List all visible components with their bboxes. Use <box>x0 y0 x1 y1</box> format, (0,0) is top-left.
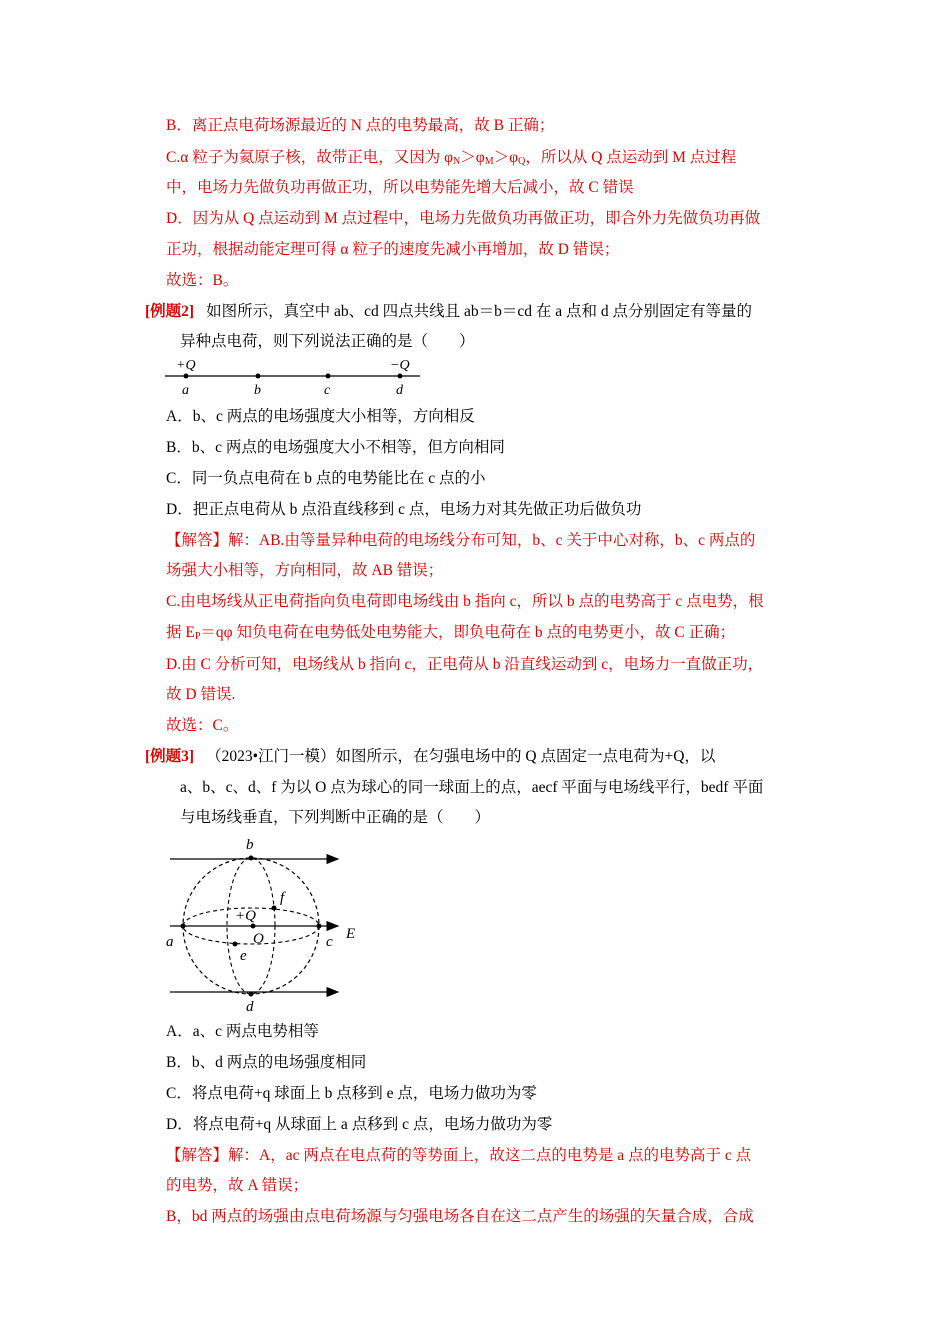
point-a-dot <box>181 924 186 929</box>
question-line: a、b、c、d、f 为以 O 点为球心的同一球面上的点，aecf 平面与电场线平行，bedf 平面 <box>180 779 764 796</box>
answer-text: ＞φ <box>460 149 485 166</box>
solution-line: C.由电场线从正电荷指向负电荷即电场线由 b 指向 c，所以 b 点的电势高于 c 点电势，根 <box>166 593 764 610</box>
example-tag: [例题2] <box>145 303 195 320</box>
point-b-dot <box>256 374 261 379</box>
plus-q-label: +Q <box>176 358 196 373</box>
option-b: B．b、c 两点的电场强度大小不相等，但方向相同 <box>166 439 505 456</box>
option-a: A．a、c 两点电势相等 <box>166 1023 319 1040</box>
point-c-dot <box>326 374 331 379</box>
answer-choice: 故选：C。 <box>166 717 239 734</box>
point-c-label: c <box>326 934 333 950</box>
sphere-field-diagram <box>160 830 370 1015</box>
point-e-label: e <box>240 948 247 964</box>
option-d: D．把正点电荷从 b 点沿直线移到 c 点，电场力对其先做正功后做负功 <box>166 501 642 518</box>
solution-line: D.由 C 分析可知，电场线从 b 指向 c，正电荷从 b 沿直线运动到 c，电场力一直做正功， <box>166 656 764 673</box>
answer-line: D．因为从 Q 点运动到 M 点过程中，电场力先做负功再做正功，即合外力先做负功再做 <box>166 210 761 227</box>
minus-q-label: −Q <box>390 358 410 373</box>
subscript: M <box>484 156 494 167</box>
question-line: 与电场线垂直，下列判断中正确的是（ ） <box>180 809 491 826</box>
answer-text: ＞φ <box>493 149 519 166</box>
field-e-label: E <box>346 926 356 942</box>
solution-line: 故 D 错误. <box>166 686 236 703</box>
point-b-label: b <box>246 837 254 853</box>
point-d-label: d <box>246 999 254 1015</box>
point-c-label: c <box>324 383 331 398</box>
solution-line: 【解答】解：A，ac 两点在电点荷的等势面上，故这二点的电势是 a 点的电势高于 c 点 <box>166 1147 752 1164</box>
solution-text: 据 E <box>166 624 195 641</box>
point-o-dot <box>251 924 256 929</box>
example-3-question <box>145 747 715 767</box>
example-tag: [例题3] <box>145 748 195 765</box>
point-d-dot <box>398 374 403 379</box>
point-e-dot <box>233 942 238 947</box>
question-text: （2023•江门一模）如图所示，在匀强电场中的 Q 点固定一点电荷为+Q，以 <box>206 748 716 765</box>
answer-text: C.α 粒子为氦原子核，故带正电，又因为 φ <box>166 149 454 166</box>
point-d-dot <box>249 992 254 997</box>
subscript: P <box>194 631 201 642</box>
option-d: D．将点电荷+q 从球面上 a 点移到 c 点，电场力做功为零 <box>166 1116 553 1133</box>
subscript: N <box>453 156 461 167</box>
point-a-label: a <box>166 934 174 950</box>
option-a: A．b、c 两点的电场强度大小相等，方向相反 <box>166 408 475 425</box>
solution-line: 【解答】解：AB.由等量异种电荷的电场线分布可知，b、c 关于中心对称，b、c 两点的 <box>166 532 756 549</box>
question-text: 如图所示，真空中 ab、cd 四点共线且 ab＝b＝cd 在 a 点和 d 点分别固定有等量的 <box>206 303 752 320</box>
collinear-charges-diagram <box>160 355 430 400</box>
answer-line: 中，电场力先做负功再做正功，所以电势能先增大后减小，故 C 错误 <box>166 179 634 196</box>
solution-text: ＝qφ 知负电荷在电势低处电势能大，即负电荷在 b 点的电势更小，故 C 正确； <box>200 624 736 641</box>
solution-line <box>166 623 735 647</box>
point-f-label: f <box>280 890 285 906</box>
point-b-dot <box>249 856 254 861</box>
solution-line: 的电势，故 A 错误； <box>166 1177 309 1194</box>
plus-q-label: +Q <box>235 908 256 924</box>
example-2-question <box>145 302 752 322</box>
option-c: C．同一负点电荷在 b 点的电势能比在 c 点的小 <box>166 470 486 487</box>
point-a-label: a <box>182 383 189 398</box>
point-a-dot <box>184 374 189 379</box>
answer-line: B．离正点电荷场源最近的 N 点的电势最高，故 B 正确； <box>166 117 555 134</box>
point-f-dot <box>272 906 277 911</box>
point-b-label: b <box>254 383 261 398</box>
solution-line: B，bd 两点的场强由点电荷场源与匀强电场各自在这二点产生的场强的矢量合成，合成 <box>166 1208 754 1225</box>
answer-choice: 故选：B。 <box>166 272 239 289</box>
subscript: Q <box>518 156 526 167</box>
answer-line <box>166 148 736 172</box>
option-c: C．将点电荷+q 球面上 b 点移到 e 点，电场力做功为零 <box>166 1085 537 1102</box>
point-c-dot <box>317 924 322 929</box>
option-b: B．b、d 两点的电场强度相同 <box>166 1054 367 1071</box>
answer-line: 正功，根据动能定理可得 α 粒子的速度先减小再增加，故 D 错误； <box>166 241 620 258</box>
question-line: 异种点电荷，则下列说法正确的是（ ） <box>180 333 475 350</box>
point-d-label: d <box>396 383 403 398</box>
answer-text: ，所以从 Q 点运动到 M 点过程 <box>525 149 737 166</box>
solution-line: 场强大小相等，方向相同，故 AB 错误； <box>166 562 444 579</box>
point-o-label: O <box>253 931 264 947</box>
